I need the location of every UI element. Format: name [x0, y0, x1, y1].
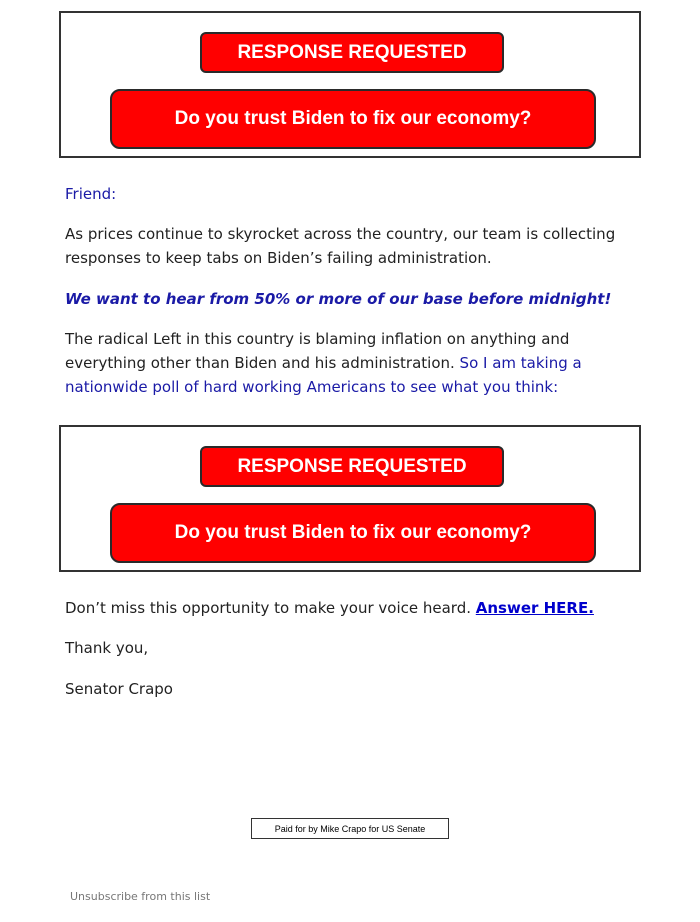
unsubscribe-link[interactable]: Unsubscribe from this list	[70, 890, 211, 903]
signature: Senator Crapo	[65, 680, 173, 698]
response-banner-top	[59, 11, 641, 158]
answer-here-link[interactable]: Answer HERE.	[475, 599, 594, 617]
trust-biden-question-button[interactable]: Do you trust Biden to fix our economy?	[110, 503, 596, 563]
paid-for-disclaimer: Paid for by Mike Crapo for US Senate	[251, 818, 449, 839]
closing: Thank you,	[65, 639, 149, 657]
cta-paragraph	[65, 596, 645, 620]
trust-biden-question-button[interactable]: Do you trust Biden to fix our economy?	[110, 89, 596, 149]
poll-paragraph	[65, 327, 645, 399]
poll-paragraph-plain: The radical Left in this country is blaming inflation on anything and everything other than Biden and his administration.	[65, 330, 570, 372]
urgency-statement: We want to hear from 50% or more of our base before midnight!	[65, 290, 612, 308]
response-requested-button[interactable]: RESPONSE REQUESTED	[200, 446, 504, 487]
cta-text: Don’t miss this opportunity to make your voice heard.	[65, 599, 471, 617]
poll-paragraph-highlight: So I am taking a nationwide poll of hard working Americans to see what you think:	[65, 354, 582, 396]
response-banner-bottom	[59, 425, 641, 572]
intro-paragraph: As prices continue to skyrocket across the country, our team is collecting responses to keep tabs on Biden’s failing administration.	[65, 225, 616, 267]
response-requested-button[interactable]: RESPONSE REQUESTED	[200, 32, 504, 73]
greeting: Friend:	[65, 185, 117, 203]
